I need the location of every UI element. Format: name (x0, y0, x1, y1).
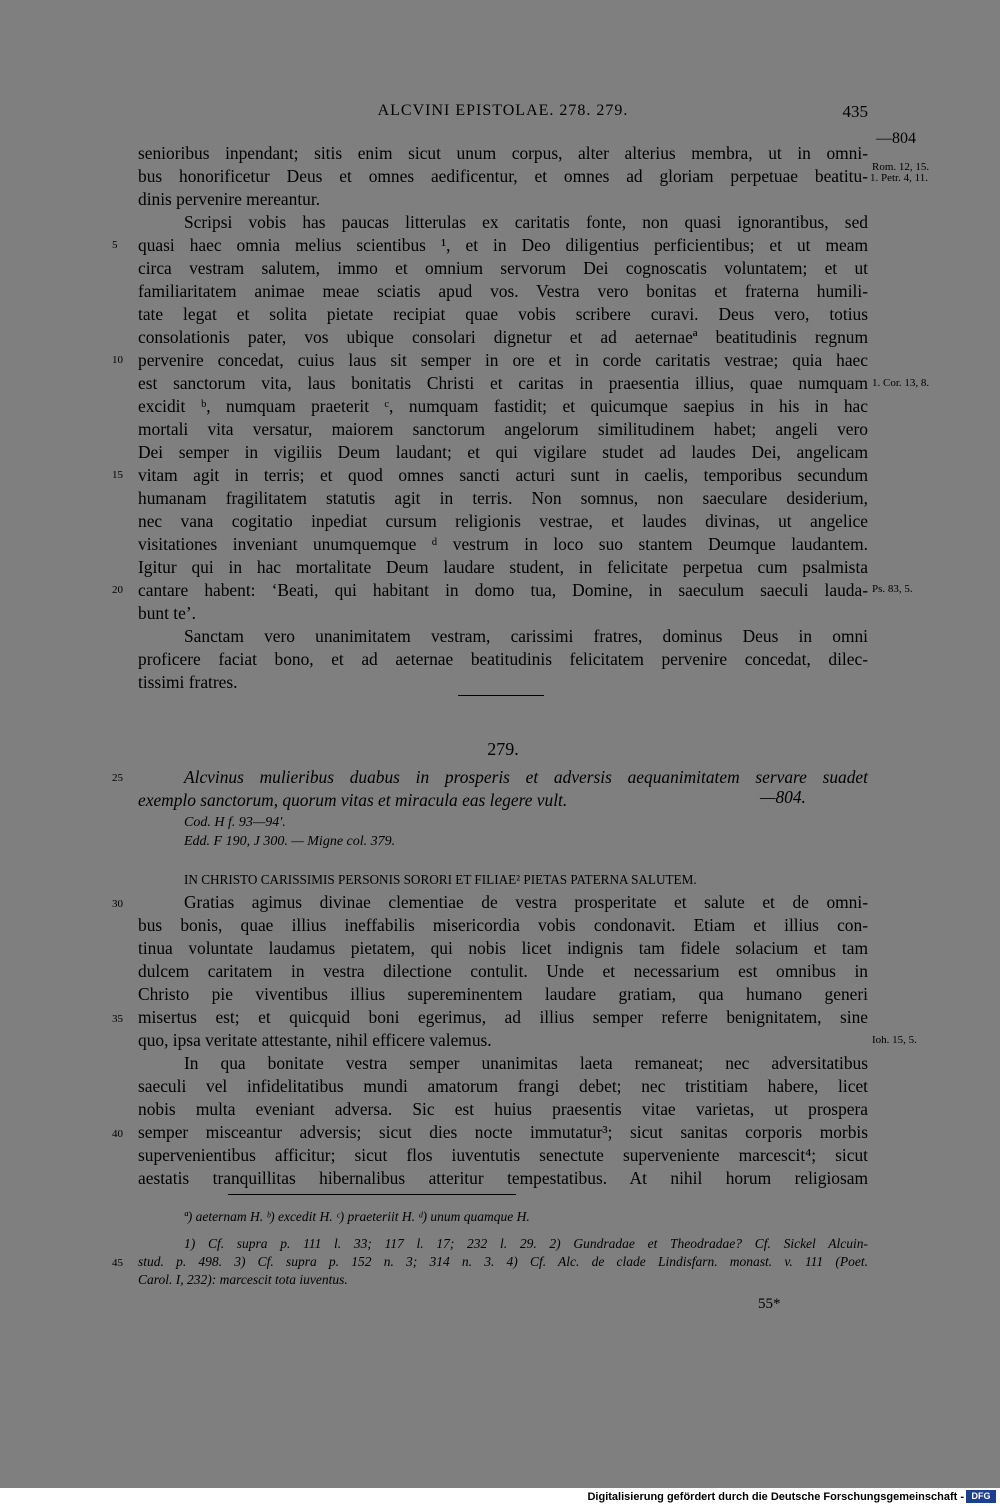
margin-reference: Rom. 12, 15. (872, 161, 930, 173)
text-line: Scripsi vobis has paucas litterulas ex caritatis fonte, non quasi ignorantibus, sed (184, 212, 868, 232)
text-line: semper misceantur adversis; sicut dies nocte immutatur³; sicut sanitas corporis morbis (138, 1122, 868, 1142)
text-line: consolationis pater, vos ubique consolari dignetur et ad aeternaeª beatitudinis regnum (138, 327, 868, 347)
codex-line: Cod. H f. 93—94'. (184, 815, 286, 830)
salutation-block (138, 868, 868, 891)
line-number: 40 (112, 1128, 123, 1140)
footnote-line: ª) aeternam H. ᵇ) excedit H. ᶜ) praeteriit H. ᵈ) unum quamque H. (184, 1209, 530, 1224)
text-line: quo, ipsa veritate attestante, nihil efficere valemus. (138, 1030, 492, 1050)
text-line: aestatis tranquillitas hibernalibus atteritur tempestatibus. At nihil horum religiosam (138, 1168, 868, 1188)
letter-number-block (138, 738, 868, 761)
signature-mark: 55* (758, 1296, 781, 1312)
text-line: tissimi fratres. (138, 672, 238, 692)
margin-reference: Ioh. 15, 5. (872, 1034, 917, 1046)
margin-reference: 1. Petr. 4, 11. (870, 172, 928, 184)
line-number: 45 (112, 1257, 123, 1269)
text-line: supervenientibus afficitur; sicut flos iuventutis senectute superveniente marcescit⁴; sicut (138, 1145, 868, 1165)
text-line: vitam agit in terris; et quod omnes sancti acturi sunt in caelis, temporibus secundum (138, 465, 868, 485)
text-line: quasi haec omnia melius scientibus ¹, et in Deo diligentius perficientibus; et ut meam (138, 235, 868, 255)
text-line: nec vana cogitatio inpediat cursum religionis vestrae, et laudes divinas, ut angelice (138, 511, 868, 531)
letter-279-text (138, 891, 868, 1190)
text-line: In qua bonitate vestra semper unanimitas laeta remaneat; nec adversitatibus (184, 1053, 868, 1073)
section-divider (458, 695, 544, 696)
line-number: 30 (112, 898, 123, 910)
text-line: dinis pervenire mereantur. (138, 189, 321, 209)
text-line: cantare habent: ‘Beati, qui habitant in domo tua, Domine, in saeculum saeculi lauda- (138, 580, 868, 600)
summary-date: —804. (760, 787, 806, 807)
letter-278-text (138, 142, 868, 694)
letter-summary (138, 766, 868, 812)
text-line: saeculi vel infidelitatibus mundi amatorum frangi debet; nec tristitiam habere, licet (138, 1076, 868, 1096)
text-line: bus honorificetur Deus et omnes aedificentur, et omnes ad gloriam perpetuae beatitu- (138, 166, 868, 186)
text-line: proficere faciat bono, et ad aeternae beatitudinis felicitatem pervenire concedat, dilec- (138, 649, 868, 669)
page-number: 435 (842, 102, 868, 121)
line-number: 10 (112, 354, 123, 366)
margin-reference: 1. Cor. 13, 8. (872, 377, 930, 389)
text-line: tinua voluntate laudamus pietatem, qui nobis licet indignis tam fidele solacium et tam (138, 938, 868, 958)
text-line: nobis multa eveniant adversa. Sic est huius praesentis vitae varietas, ut prospera (138, 1099, 868, 1119)
footnote-line: Carol. I, 232): marcescit tota iuventus. (138, 1272, 348, 1287)
text-line: senioribus inpendant; sitis enim sicut unum corpus, alter alterius membra, ut in omni- (138, 143, 868, 163)
text-line: humanam fragilitatem statutis agit in terris. Non somnus, non saeculare desiderium, (138, 488, 868, 508)
text-line: pervenire concedat, cuius laus sit semper in ore et in corde caritatis vestrae; quia haec (138, 350, 868, 370)
text-line: Gratias agimus divinae clementiae de vestra prosperitate et salute et de omni- (184, 892, 868, 912)
text-line: Dei semper in vigiliis Deum laudant; et qui vigilare studet ad laudes Dei, angelicam (138, 442, 868, 462)
running-title: ALCVINI EPISTOLAE. 278. 279. (377, 102, 629, 119)
letter-number: 279. (487, 739, 519, 759)
footer-text: Digitalisierung gefördert durch die Deutsche Forschungsgemeinschaft - (587, 1491, 964, 1503)
text-line: visitationes inveniant unumquemque ᵈ vestrum in loco suo stantem Deumque laudantem. (138, 534, 868, 554)
text-line: dulcem caritatem in vestra dilectione contulit. Unde et necessarium est omnibus in (138, 961, 868, 981)
text-line: familiaritatem animae meae sciatis apud vos. Vestra vero bonitas et fraterna humili- (138, 281, 868, 301)
dfg-logo: DFG (966, 1490, 996, 1503)
line-number: 25 (112, 772, 123, 784)
source-footnotes (138, 1235, 868, 1289)
text-line: circa vestram salutem, immo et omnium servorum Dei cognoscatis voluntatem; et ut (138, 258, 868, 278)
margin-reference: Ps. 83, 5. (872, 583, 913, 595)
footnote-line: 1) Cf. supra p. 111 l. 33; 117 l. 17; 232 l. 29. 2) Gundradae et Theodradae? Cf. Sickel Alcuin- (184, 1236, 868, 1251)
text-line: est sanctorum vita, laus bonitatis Christi et caritas in praesentia illius, quae numquam (138, 373, 868, 393)
text-line: mortali vita versatur, maiorem sanctorum angelorum similitudinem habet; angeli vero (138, 419, 868, 439)
salutation: IN CHRISTO CARISSIMIS PERSONIS SORORI ET FILIAE² PIETAS PATERNA SALUTEM. (184, 872, 697, 887)
line-number: 5 (112, 239, 118, 251)
footnote-divider (228, 1194, 516, 1195)
text-line: bus bonis, quae illius ineffabilis misericordia vobis condonavit. Etiam et illius con- (138, 915, 868, 935)
editions-line: Edd. F 190, J 300. — Migne col. 379. (184, 834, 396, 849)
running-header (138, 102, 868, 126)
manuscript-info (138, 813, 868, 851)
summary-line: exemplo sanctorum, quorum vitas et miracula eas legere vult. (138, 790, 568, 810)
summary-line: Alcvinus mulieribus duabus in prosperis et adversis aequanimitatem servare suadet (184, 767, 868, 787)
text-line: bunt te’. (138, 603, 196, 623)
footnote-line: stud. p. 498. 3) Cf. supra p. 152 n. 3; 314 n. 3. 4) Cf. Alc. de clade Lindisfarn. monast. v. 111 (Poet. (138, 1254, 868, 1269)
text-line: tate legat et solita pietate recipiat quae vobis scribere curavi. Deus vero, totius (138, 304, 868, 324)
line-number: 20 (112, 584, 123, 596)
digitization-footer (0, 1488, 1000, 1506)
text-line: Christo pie viventibus illius supereminentem laudare gratiam, qua humano generi (138, 984, 868, 1004)
text-line: excidit ᵇ, numquam praeterit ᶜ, numquam fastidit; et quicumque saepius in his in hac (138, 396, 868, 416)
text-line: Igitur qui in hac mortalitate Deum laudare student, in felicitate perpetua cum psalmista (138, 557, 868, 577)
line-number: 35 (112, 1013, 123, 1025)
margin-date: —804 (876, 130, 916, 147)
text-line: Sanctam vero unanimitatem vestram, carissimi fratres, dominus Deus in omni (184, 626, 868, 646)
line-number: 15 (112, 469, 123, 481)
variant-footnotes (138, 1208, 868, 1226)
text-line: misertus est; et quicquid boni egerimus, ad illius semper referre benignitatem, sine (138, 1007, 868, 1027)
